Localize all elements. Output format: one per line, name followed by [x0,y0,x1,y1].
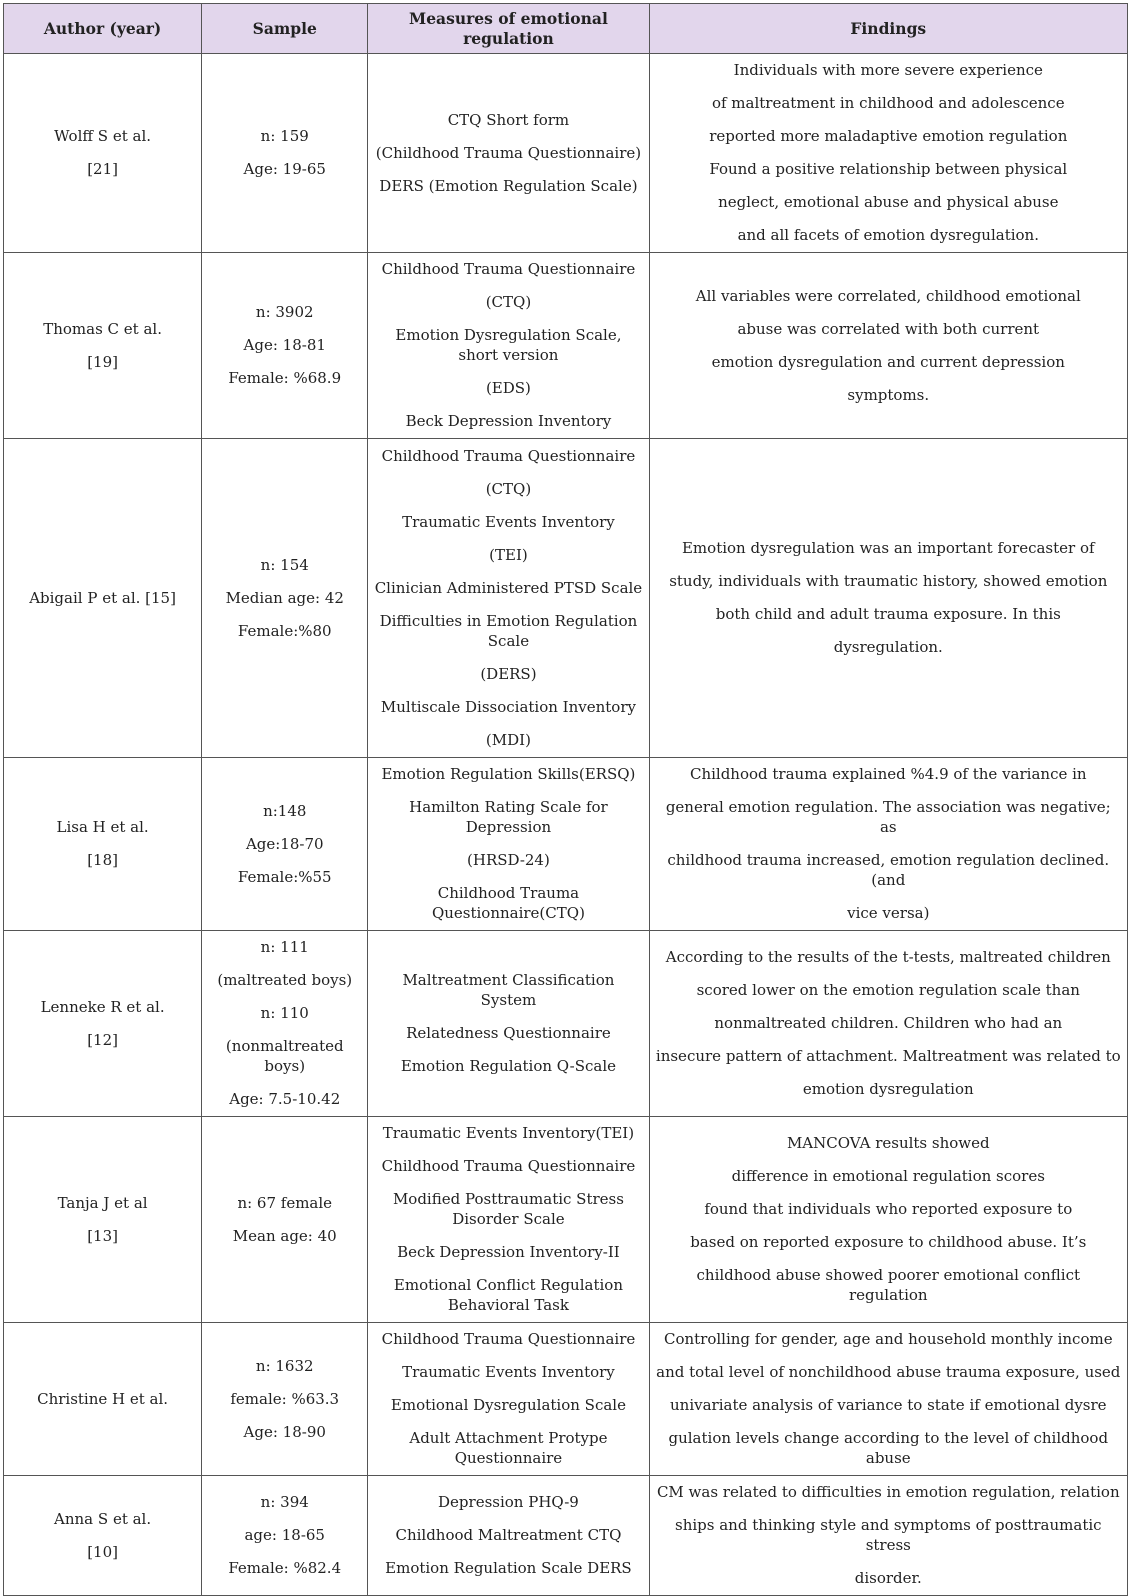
cell-findings [649,931,1127,1117]
measures-line: DERS (Emotion Regulation Scale) [379,176,638,195]
sample-line: Female:%55 [237,867,332,886]
cell-findings [649,1476,1127,1596]
measures-line: (MDI) [485,730,531,749]
sample-line: Median age: 42 [225,588,344,607]
measures-line: Multiscale Dissociation Inventory [380,697,636,716]
measures-line: Traumatic Events Inventory(TEI) [382,1124,635,1142]
cell-sample [202,54,368,253]
cell-findings [649,758,1127,931]
findings-line: abuse was correlated with both current [737,319,1040,338]
findings-line: CM was related to difficulties in emotion regulation, relation [656,1483,1120,1501]
table-row [4,1476,1128,1596]
measures-line: (TEI) [489,545,528,564]
measures-line: (CTQ) [485,293,532,311]
measures-line: Childhood Maltreatment CTQ [395,1526,622,1544]
measures-line: Beck Depression Inventory-II [397,1243,620,1261]
cell-author [4,1117,202,1323]
measures-line: Difficulties in Emotion Regulation Scale [379,611,638,650]
cell-measures [368,931,649,1117]
measures-line: Adult Attachment Protype Questionnaire [409,1429,608,1467]
sample-line: n:148 [263,801,307,820]
author-line: Anna S et al. [54,1509,152,1528]
sample-line: n: 3902 [255,303,314,321]
author-line: Lisa H et al. [56,818,149,836]
author-line: Lenneke R et al. [40,997,165,1016]
findings-line: difference in emotional regulation scores [731,1167,1045,1185]
findings-line: dysregulation. [833,638,943,656]
findings-line: general emotion regulation. The association was negative; as [665,798,1111,836]
cell-findings [649,1117,1127,1323]
sample-line: Age: 7.5-10.42 [229,1090,341,1108]
findings-line: disorder. [854,1569,922,1587]
cell-sample [202,931,368,1117]
findings-line: childhood trauma increased, emotion regulation declined.(and [667,851,1110,889]
header-findings: Findings [649,4,1127,54]
cell-measures [368,439,649,758]
measures-line: Childhood Trauma Questionnaire(CTQ) [431,884,585,922]
author-line: Tanja J et al [57,1193,148,1212]
measures-line: (Childhood Trauma Questionnaire) [375,143,642,162]
author-line: Abigail P et al. [15] [29,588,176,607]
findings-line: symptoms. [847,385,930,404]
cell-author [4,1323,202,1476]
sample-line: n: 67 female [237,1193,333,1212]
measures-line: Modified Posttraumatic Stress Disorder Scale [392,1190,624,1228]
author-line: [13] [87,1226,118,1245]
sample-line: n: 394 [260,1493,309,1511]
table-row [4,758,1128,931]
measures-line: Beck Depression Inventory [405,412,612,430]
findings-line: vice versa) [847,904,930,922]
author-line: [12] [87,1030,118,1049]
cell-author [4,931,202,1117]
cell-measures [368,54,649,253]
findings-line: All variables were correlated, childhood emotional [695,286,1081,305]
sample-line: n: 1632 [255,1356,314,1375]
measures-line: CTQ Short form [447,110,570,129]
measures-line: (HRSD-24) [467,851,550,869]
measures-line: (DERS) [480,664,537,683]
findings-line: based on reported exposure to childhood abuse. It’s [690,1233,1087,1251]
sample-line: n: 154 [260,555,309,574]
sample-line: n: 110 [260,1004,309,1022]
findings-line: ships and thinking style and symptoms of posttraumatic stress [675,1516,1102,1554]
findings-line: gulation levels change according to the level of childhood abuse [668,1429,1109,1467]
measures-line: Childhood Trauma Questionnaire [381,1157,636,1175]
findings-line: both child and adult trauma exposure. In this [715,605,1061,623]
findings-line: and all facets of emotion dysregulation. [737,226,1039,244]
cell-sample [202,439,368,758]
sample-line: Age:18-70 [245,834,324,853]
sample-line: n: 111 [260,938,309,956]
sample-line: Female: %82.4 [228,1559,342,1577]
sample-line: age: 18-65 [244,1526,325,1544]
findings-line: Found a positive relationship between physical [709,160,1068,178]
sample-line: Female: %68.9 [228,369,342,387]
sample-line: Age: 19-65 [243,160,326,178]
table-row [4,1117,1128,1323]
author-line: [19] [87,352,118,371]
measures-line: Traumatic Events Inventory [402,1363,615,1381]
cell-sample [202,758,368,931]
findings-line: of maltreatment in childhood and adolescence [711,94,1065,112]
measures-line: Emotional Dysregulation Scale [390,1396,626,1414]
measures-line: Traumatic Events Inventory [402,512,615,531]
measures-line: Childhood Trauma Questionnaire [381,260,636,278]
findings-line: Controlling for gender, age and household monthly income [663,1330,1113,1348]
measures-line: (CTQ) [485,479,532,498]
sample-line: female: %63.3 [230,1389,340,1408]
cell-sample [202,253,368,439]
findings-line: MANCOVA results showed [786,1134,990,1152]
author-line: Wolff S et al. [54,127,152,145]
measures-line: Clinician Administered PTSD Scale [374,578,643,597]
measures-line: Relatedness Questionnaire [406,1024,611,1042]
sample-line: (nonmaltreated boys) [225,1037,344,1075]
table-row [4,1323,1128,1476]
author-line: [18] [87,851,118,869]
measures-line: Hamilton Rating Scale for Depression [409,798,608,836]
findings-line: According to the results of the t-tests, maltreated children [665,948,1111,966]
sample-line: Mean age: 40 [232,1226,337,1245]
sample-line: n: 159 [260,127,309,145]
table-row [4,253,1128,439]
measures-line: Emotion Regulation Scale DERS [385,1559,632,1577]
measures-line: Depression PHQ-9 [438,1493,579,1511]
findings-line: univariate analysis of variance to state if emotional dysre [670,1396,1107,1414]
cell-author [4,253,202,439]
findings-line: found that individuals who reported exposure to [704,1200,1073,1218]
cell-measures [368,1476,649,1596]
cell-measures [368,758,649,931]
sample-line: Age: 18-90 [243,1422,326,1441]
measures-line: Emotion Regulation Skills(ERSQ) [381,765,636,783]
studies-table [3,3,1128,1596]
findings-line: Childhood trauma explained %4.9 of the variance in [689,765,1087,783]
findings-line: scored lower on the emotion regulation scale than [696,981,1080,999]
table-body [4,54,1128,1596]
author-line: [10] [87,1542,118,1561]
sample-line: (maltreated boys) [217,971,353,989]
table-row [4,439,1128,758]
measures-line: Maltreatment Classification System [402,971,615,1009]
header-author: Author (year) [4,4,202,54]
cell-findings [649,1323,1127,1476]
findings-line: Individuals with more severe experience [733,61,1043,79]
cell-author [4,1476,202,1596]
cell-author [4,758,202,931]
findings-line: nonmaltreated children. Children who had an [714,1014,1063,1032]
author-line: Christine H et al. [37,1389,169,1408]
cell-measures [368,1323,649,1476]
cell-sample [202,1323,368,1476]
header-sample: Sample [202,4,368,54]
findings-line: neglect, emotional abuse and physical abuse [718,193,1059,211]
author-line: Thomas C et al. [43,319,162,338]
cell-findings [649,439,1127,758]
findings-line: insecure pattern of attachment. Maltreatment was related to [655,1047,1121,1065]
cell-sample [202,1117,368,1323]
findings-line: emotion dysregulation and current depression [711,352,1065,371]
findings-line: emotion dysregulation [802,1080,974,1098]
findings-line: and total level of nonchildhood abuse trauma exposure, used [656,1363,1121,1381]
measures-line: Emotional Conflict Regulation Behavioral Task [393,1276,623,1314]
measures-line: Emotion Dysregulation Scale, short version [395,326,622,364]
author-line: [21] [87,160,118,178]
measures-line: (EDS) [485,379,531,397]
table-row [4,931,1128,1117]
findings-line: reported more maladaptive emotion regulation [709,127,1068,145]
sample-line: Age: 18-81 [243,336,326,354]
findings-line: childhood abuse showed poorer emotional conflict regulation [696,1266,1081,1304]
header-row [4,4,1128,54]
cell-sample [202,1476,368,1596]
findings-line: Emotion dysregulation was an important forecaster of [681,539,1095,557]
cell-findings [649,253,1127,439]
measures-line: Childhood Trauma Questionnaire [381,446,636,465]
measures-line: Emotion Regulation Q-Scale [400,1057,617,1075]
cell-author [4,54,202,253]
header-measures: Measures of emotional regulation [368,4,649,54]
findings-line: study, individuals with traumatic history, showed emotion [669,572,1108,590]
cell-measures [368,1117,649,1323]
cell-author [4,439,202,758]
cell-measures [368,253,649,439]
cell-findings [649,54,1127,253]
measures-line: Childhood Trauma Questionnaire [381,1330,636,1348]
sample-line: Female:%80 [237,621,332,640]
table-row [4,54,1128,253]
